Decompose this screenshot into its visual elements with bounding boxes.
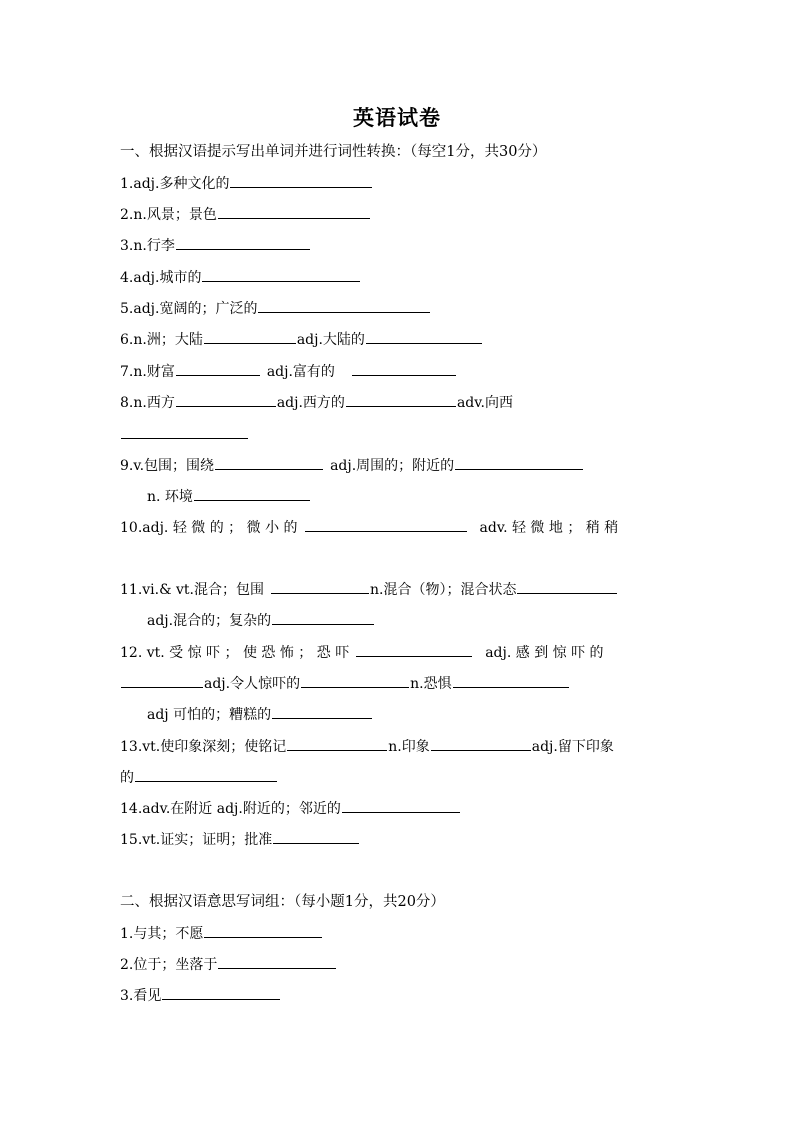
answer-blank[interactable] bbox=[271, 579, 369, 594]
answer-blank[interactable] bbox=[230, 173, 372, 188]
question-11-prompt-c: adj.混合的；复杂的 bbox=[147, 613, 272, 629]
section1-heading: 一、根据汉语提示写出单词并进行词性转换：（每空1分，共30分） bbox=[120, 144, 547, 160]
question-9-prompt-a: 9.v.包围；围绕 bbox=[120, 458, 215, 474]
phrase-question-3 bbox=[120, 985, 680, 1007]
question-15-prompt: 15.vt.证实；证明；批准 bbox=[120, 832, 273, 848]
question-2 bbox=[120, 204, 680, 226]
question-10-prompt-b: adv. 轻 微 地 ； 稍 稍 bbox=[479, 520, 619, 536]
answer-blank[interactable] bbox=[272, 610, 374, 625]
question-14 bbox=[120, 798, 680, 820]
question-12-prompt-e: adj 可怕的；糟糕的 bbox=[147, 707, 272, 723]
question-8-prompt-c: adv.向西 bbox=[456, 395, 513, 411]
question-11-prompt-b: n.混合（物）；混合状态 bbox=[370, 582, 517, 598]
question-12-continued bbox=[120, 673, 680, 695]
question-3 bbox=[120, 235, 680, 257]
question-7-prompt-b: adj.富有的 bbox=[266, 364, 335, 380]
phrase-question-1 bbox=[120, 923, 680, 945]
answer-blank[interactable] bbox=[517, 579, 617, 594]
answer-blank[interactable] bbox=[258, 298, 430, 313]
question-1-prompt: 1.adj.多种文化的 bbox=[120, 176, 230, 192]
question-7 bbox=[120, 361, 680, 383]
question-13-prompt-a: 13.vt.使印象深刻；使铭记 bbox=[120, 739, 287, 755]
answer-blank[interactable] bbox=[121, 424, 248, 439]
answer-blank[interactable] bbox=[287, 736, 387, 751]
answer-blank[interactable] bbox=[204, 923, 322, 938]
question-13-prompt-d: 的 bbox=[120, 770, 134, 786]
question-12-prompt-a: 12. vt. 受 惊 吓 ； 使 恐 怖 ； 恐 吓 bbox=[120, 645, 350, 661]
question-4-prompt: 4.adj.城市的 bbox=[120, 270, 202, 286]
answer-blank[interactable] bbox=[273, 829, 359, 844]
question-8 bbox=[120, 392, 680, 414]
page-title: 英语试卷 bbox=[353, 106, 441, 130]
answer-blank[interactable] bbox=[352, 361, 456, 376]
answer-blank[interactable] bbox=[305, 517, 467, 532]
question-15 bbox=[120, 829, 680, 851]
answer-blank[interactable] bbox=[204, 329, 296, 344]
question-8-continued bbox=[120, 424, 680, 446]
question-2-prompt: 2.n.风景；景色 bbox=[120, 207, 217, 223]
answer-blank[interactable] bbox=[455, 455, 583, 470]
answer-blank[interactable] bbox=[194, 486, 310, 501]
question-12-continued-2 bbox=[147, 704, 680, 726]
answer-blank[interactable] bbox=[215, 455, 323, 470]
question-8-prompt-b: adj.西方的 bbox=[276, 395, 345, 411]
question-14-prompt: 14.adv.在附近 adj.附近的；邻近的 bbox=[120, 801, 341, 817]
answer-blank[interactable] bbox=[272, 704, 372, 719]
answer-blank[interactable] bbox=[176, 235, 310, 250]
question-11 bbox=[120, 579, 680, 601]
question-10-prompt-a: 10.adj. 轻 微 的 ； 微 小 的 bbox=[120, 520, 298, 536]
answer-blank[interactable] bbox=[431, 736, 531, 751]
answer-blank[interactable] bbox=[356, 642, 472, 657]
answer-blank[interactable] bbox=[453, 673, 569, 688]
phrase-question-2-prompt: 2.位于；坐落于 bbox=[120, 957, 218, 973]
question-12-prompt-b: adj. 感 到 惊 吓 的 bbox=[485, 645, 604, 661]
answer-blank[interactable] bbox=[218, 954, 336, 969]
question-13 bbox=[120, 736, 680, 758]
question-5-prompt: 5.adj.宽阔的；广泛的 bbox=[120, 301, 258, 317]
answer-blank[interactable] bbox=[121, 673, 203, 688]
question-9-prompt-b: adj.周围的；附近的 bbox=[330, 458, 455, 474]
question-9-continued bbox=[147, 486, 680, 508]
question-11-continued bbox=[147, 610, 680, 632]
question-9-prompt-c: n. 环境 bbox=[147, 489, 193, 505]
question-1 bbox=[120, 173, 680, 195]
question-6 bbox=[120, 329, 680, 351]
question-3-prompt: 3.n.行李 bbox=[120, 238, 175, 254]
question-12-prompt-c: adj.令人惊吓的 bbox=[204, 676, 301, 692]
answer-blank[interactable] bbox=[366, 329, 482, 344]
question-12-prompt-d: n.恐惧 bbox=[410, 676, 452, 692]
question-6-prompt-a: 6.n.洲；大陆 bbox=[120, 332, 203, 348]
question-12 bbox=[120, 642, 680, 664]
question-9 bbox=[120, 455, 680, 477]
answer-blank[interactable] bbox=[176, 392, 276, 407]
answer-blank[interactable] bbox=[218, 204, 370, 219]
answer-blank[interactable] bbox=[342, 798, 460, 813]
question-5 bbox=[120, 298, 680, 320]
question-4 bbox=[120, 267, 680, 289]
phrase-question-1-prompt: 1.与其；不愿 bbox=[120, 926, 204, 942]
answer-blank[interactable] bbox=[301, 673, 409, 688]
answer-blank[interactable] bbox=[346, 392, 456, 407]
question-10 bbox=[120, 517, 680, 539]
answer-blank[interactable] bbox=[162, 985, 280, 1000]
question-13-prompt-c: adj.留下印象 bbox=[531, 739, 614, 755]
answer-blank[interactable] bbox=[135, 767, 277, 782]
question-13-prompt-b: n.印象 bbox=[388, 739, 430, 755]
question-7-prompt-a: 7.n.财富 bbox=[120, 364, 175, 380]
answer-blank[interactable] bbox=[202, 267, 360, 282]
question-8-prompt-a: 8.n.西方 bbox=[120, 395, 175, 411]
phrase-question-2 bbox=[120, 954, 680, 976]
question-11-prompt-a: 11.vi.& vt.混合；包围 bbox=[120, 582, 264, 598]
section2-heading: 二、根据汉语意思写词组：（每小题1分，共20分） bbox=[120, 894, 445, 910]
question-13-continued bbox=[120, 767, 680, 789]
question-6-prompt-b: adj.大陆的 bbox=[296, 332, 365, 348]
answer-blank[interactable] bbox=[176, 361, 260, 376]
phrase-question-3-prompt: 3.看见 bbox=[120, 988, 162, 1004]
